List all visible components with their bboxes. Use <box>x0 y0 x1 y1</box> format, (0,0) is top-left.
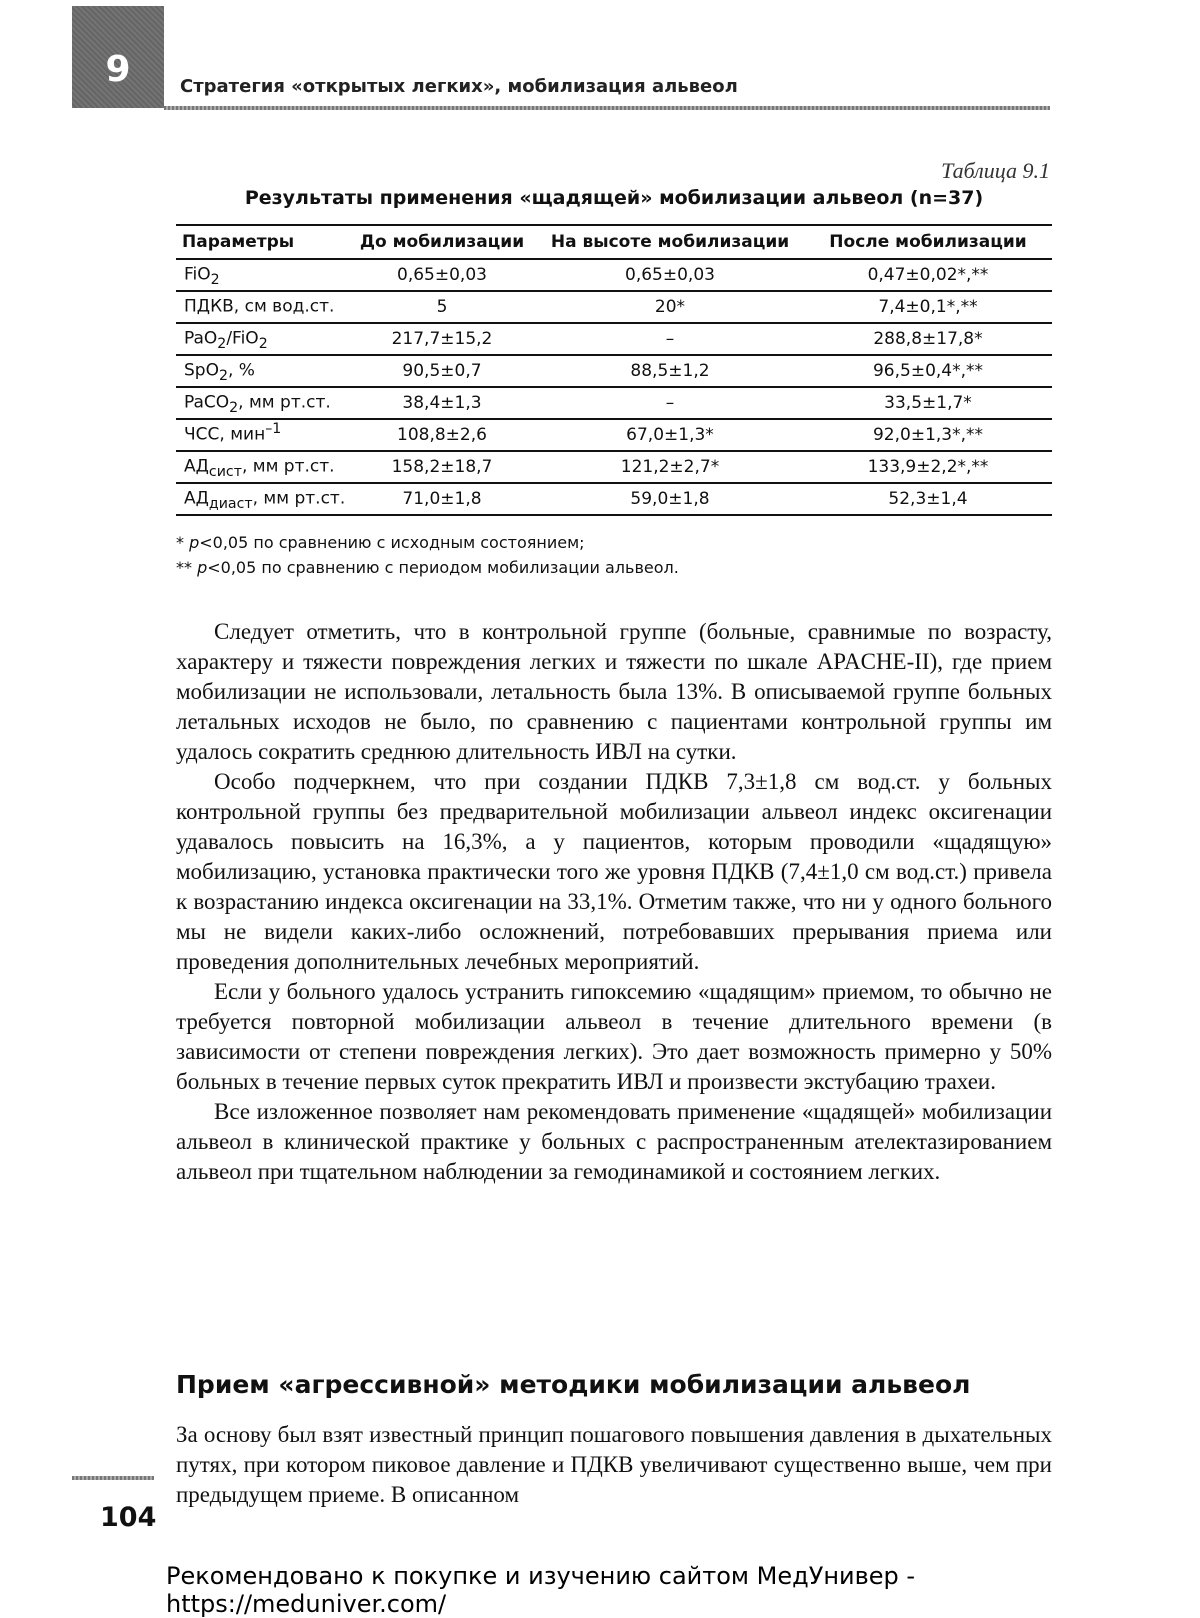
table-row <box>176 451 1052 483</box>
results-table <box>176 224 1052 516</box>
section-heading: Прием «агрессивной» методики мобилизации альвеол <box>176 1370 971 1399</box>
param-cell: PaCO$_2$, мм рт.ст. <box>176 387 348 419</box>
column-header: На высоте мобилизации <box>536 225 804 259</box>
peak-value-cell: 88,5±1,2 <box>536 355 804 387</box>
param-cell: FiO$_2$ <box>176 259 348 291</box>
footer-rule <box>72 1476 154 1480</box>
param-cell: ПДКВ, см вод.ст. <box>176 291 348 323</box>
page-number: 104 <box>100 1502 157 1533</box>
peak-value-cell: 0,65±0,03 <box>536 259 804 291</box>
section-text <box>176 1420 1052 1510</box>
chapter-number: 9 <box>105 49 131 90</box>
after-value-cell: 52,3±1,4 <box>804 483 1052 515</box>
paragraph: За основу был взят известный принцип пошагового повышения давления в дыхательных путях, при котором пиковое давление и ПДКВ увеличивают существенно выше, чем при предыдущем приеме. В описанном <box>176 1422 1052 1507</box>
peak-value-cell: 59,0±1,8 <box>536 483 804 515</box>
param-cell: $АД_{сист}$, мм рт.ст. <box>176 451 348 483</box>
before-value-cell: 217,7±15,2 <box>348 323 536 355</box>
table-row <box>176 259 1052 291</box>
before-value-cell: 158,2±18,7 <box>348 451 536 483</box>
table-header-row <box>176 225 1052 259</box>
table-footnotes <box>176 530 679 580</box>
param-cell: $АД_{диаст}$, мм рт.ст. <box>176 483 348 515</box>
after-value-cell: 288,8±17,8* <box>804 323 1052 355</box>
paragraph: Следует отметить, что в контрольной группе (больные, сравнимые по возрасту, характеру и тяжести повреждения легких и тяжести по шкале APACHE-II), где прием мобилизации не использовали, летальность была 13%. В описываемой группе больных летальных исходов не было, по сравнению с пациентами контрольной группы им удалось сократить среднюю длительность ИВЛ на сутки. <box>176 619 1052 764</box>
param-cell: PaO$_2$/FiO$_2$ <box>176 323 348 355</box>
before-value-cell: 5 <box>348 291 536 323</box>
peak-value-cell: 121,2±2,7* <box>536 451 804 483</box>
before-value-cell: 0,65±0,03 <box>348 259 536 291</box>
header-rule <box>164 106 1050 110</box>
table-label: Таблица 9.1 <box>941 158 1050 183</box>
peak-value-cell: – <box>536 387 804 419</box>
table-row <box>176 483 1052 515</box>
footnote: ** p<0,05 по сравнению с периодом мобилизации альвеол. <box>176 558 679 577</box>
column-header: До мобилизации <box>348 225 536 259</box>
table-row <box>176 387 1052 419</box>
table-row <box>176 419 1052 451</box>
before-value-cell: 38,4±1,3 <box>348 387 536 419</box>
column-header: Параметры <box>176 225 348 259</box>
running-head: Стратегия «открытых легких», мобилизация альвеол <box>180 76 738 97</box>
paragraph: Особо подчеркнем, что при создании ПДКВ 7,3±1,8 см вод.ст. у больных контрольной группы без предварительной мобилизации альвеол индекс оксигенации удавалось повысить на 16,3%, а у пациентов, которым проводили «щадящую» мобилизацию, установка практически того же уровня ПДКВ (7,4±1,0 см вод.ст.) привела к возрастанию индекса оксигенации на 33,1%. Отметим также, что ни у одного больного мы не видели каких-либо осложнений, потребовавших прерывания приема или проведения дополнительных лечебных мероприятий. <box>176 769 1052 974</box>
before-value-cell: 71,0±1,8 <box>348 483 536 515</box>
param-cell: ЧСС, мин$^{-1}$ <box>176 419 348 451</box>
before-value-cell: 90,5±0,7 <box>348 355 536 387</box>
after-value-cell: 96,5±0,4*,** <box>804 355 1052 387</box>
footnote: * p<0,05 по сравнению с исходным состоянием; <box>176 533 585 552</box>
table-row <box>176 355 1052 387</box>
table-row <box>176 291 1052 323</box>
peak-value-cell: 67,0±1,3* <box>536 419 804 451</box>
paragraph: Если у больного удалось устранить гипоксемию «щадящим» приемом, то обычно не требуется повторной мобилизации альвеол в течение длительного времени (в зависимости от степени повреждения легких). Это дает возможность примерно у 50% больных в течение первых суток прекратить ИВЛ и произвести экстубацию трахеи. <box>176 979 1052 1094</box>
after-value-cell: 33,5±1,7* <box>804 387 1052 419</box>
watermark-text: Рекомендовано к покупке и изучению сайтом МедУнивер - https://meduniver.com/ <box>166 1562 916 1618</box>
column-header: После мобилизации <box>804 225 1052 259</box>
after-value-cell: 92,0±1,3*,** <box>804 419 1052 451</box>
param-cell: SpO$_2$, % <box>176 355 348 387</box>
paragraph: Все изложенное позволяет нам рекомендовать применение «щадящей» мобилизации альвеол в клинической практике у больных с распространенным ателектазированием альвеол при тщательном наблюдении за гемодинамикой и состоянием легких. <box>176 1099 1052 1184</box>
table-title: Результаты применения «щадящей» мобилизации альвеол (n=37) <box>244 187 984 209</box>
body-text <box>176 617 1052 1187</box>
peak-value-cell: – <box>536 323 804 355</box>
after-value-cell: 0,47±0,02*,** <box>804 259 1052 291</box>
table-row <box>176 323 1052 355</box>
peak-value-cell: 20* <box>536 291 804 323</box>
after-value-cell: 7,4±0,1*,** <box>804 291 1052 323</box>
after-value-cell: 133,9±2,2*,** <box>804 451 1052 483</box>
before-value-cell: 108,8±2,6 <box>348 419 536 451</box>
